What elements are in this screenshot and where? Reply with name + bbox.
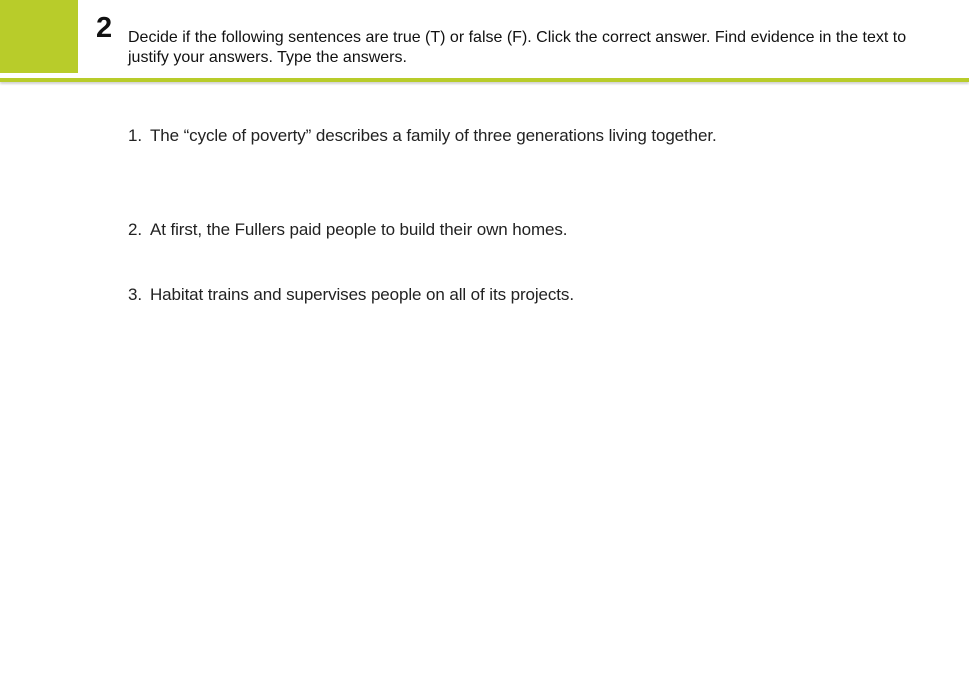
statement-number: 2. xyxy=(128,220,142,239)
exercise-instructions: Decide if the following sentences are true (T) or false (F). Click the correct answer. Find evidence in the text to justify your answers. Type the answers. xyxy=(128,29,907,66)
statement-2 xyxy=(128,220,567,240)
header-accent-block xyxy=(0,0,78,73)
exercise-number: 2 xyxy=(96,12,113,44)
statement-1 xyxy=(128,126,717,146)
statement-text: Habitat trains and supervises people on all of its projects. xyxy=(150,285,574,304)
statement-text: The “cycle of poverty” describes a family of three generations living together. xyxy=(150,126,717,145)
statement-3 xyxy=(128,285,574,305)
statement-text: At first, the Fullers paid people to build their own homes. xyxy=(150,220,568,239)
statement-number: 1. xyxy=(128,126,142,145)
header-divider xyxy=(0,78,969,82)
statement-number: 3. xyxy=(128,285,142,304)
exercise-header xyxy=(0,0,969,80)
